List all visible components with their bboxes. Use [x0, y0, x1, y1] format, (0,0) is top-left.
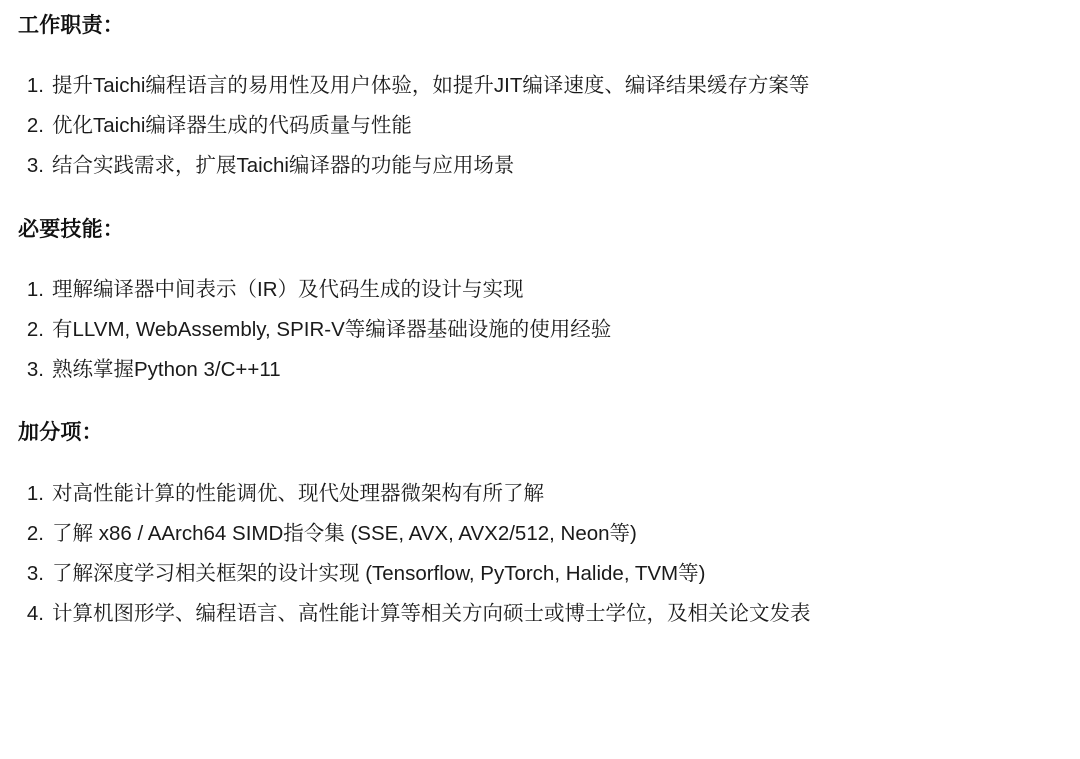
- required-skills-list: [18, 270, 1062, 389]
- list-item: [18, 594, 1062, 634]
- list-item: [18, 474, 1062, 514]
- list-item-text: 优化Taichi编译器生成的代码质量与性能: [52, 114, 412, 138]
- list-item-text: 了解深度学习相关框架的设计实现 (Tensorflow, PyTorch, Halide, TVM等): [52, 561, 706, 585]
- list-item-number: 2.: [26, 317, 44, 341]
- list-item: [18, 146, 1062, 186]
- section-title-required-skills: 必要技能：: [18, 217, 124, 241]
- list-item-number: 3.: [26, 153, 44, 177]
- spacer: [18, 186, 1062, 216]
- list-item-number: 2.: [26, 114, 44, 138]
- list-item: [18, 270, 1062, 310]
- list-item-text: 有LLVM, WebAssembly, SPIR-V等编译器基础设施的使用经验: [52, 317, 612, 341]
- list-item-number: 1.: [26, 277, 44, 301]
- list-item-text: 熟练掌握Python 3/C++11: [52, 357, 281, 381]
- list-item-text: 对高性能计算的性能调优、现代处理器微架构有所了解: [52, 481, 544, 505]
- list-item: [18, 310, 1062, 350]
- list-item-text: 结合实践需求，扩展Taichi编译器的功能与应用场景: [52, 153, 515, 177]
- list-item: [18, 350, 1062, 390]
- section-required-skills: [18, 216, 1062, 390]
- section-title-responsibilities: 工作职责：: [18, 14, 124, 37]
- spacer: [18, 389, 1062, 419]
- bonus-points-list: [18, 474, 1062, 635]
- section-title-bonus-points: 加分项：: [18, 421, 103, 445]
- responsibilities-list: [18, 66, 1062, 185]
- list-item: [18, 66, 1062, 106]
- list-item-number: 1.: [26, 74, 44, 98]
- section-bonus-points: [18, 419, 1062, 634]
- list-item-number: 2.: [26, 521, 44, 545]
- list-item-number: 3.: [26, 357, 44, 381]
- list-item-number: 3.: [26, 561, 44, 585]
- list-item: [18, 514, 1062, 554]
- list-item: [18, 554, 1062, 594]
- list-item-text: 计算机图形学、编程语言、高性能计算等相关方向硕士或博士学位，及相关论文发表: [52, 602, 811, 626]
- list-item-text: 提升Taichi编程语言的易用性及用户体验，如提升JIT编译速度、编译结果缓存方案等: [52, 74, 810, 98]
- spacer: [18, 40, 1062, 66]
- list-item-number: 1.: [26, 481, 44, 505]
- list-item: [18, 106, 1062, 146]
- section-responsibilities: [18, 12, 1062, 186]
- list-item-text: 理解编译器中间表示（IR）及代码生成的设计与实现: [52, 277, 524, 301]
- spacer: [18, 448, 1062, 474]
- list-item-text: 了解 x86 / AArch64 SIMD指令集 (SSE, AVX, AVX2/512, Neon等): [52, 521, 637, 545]
- spacer: [18, 244, 1062, 270]
- list-item-number: 4.: [26, 602, 44, 626]
